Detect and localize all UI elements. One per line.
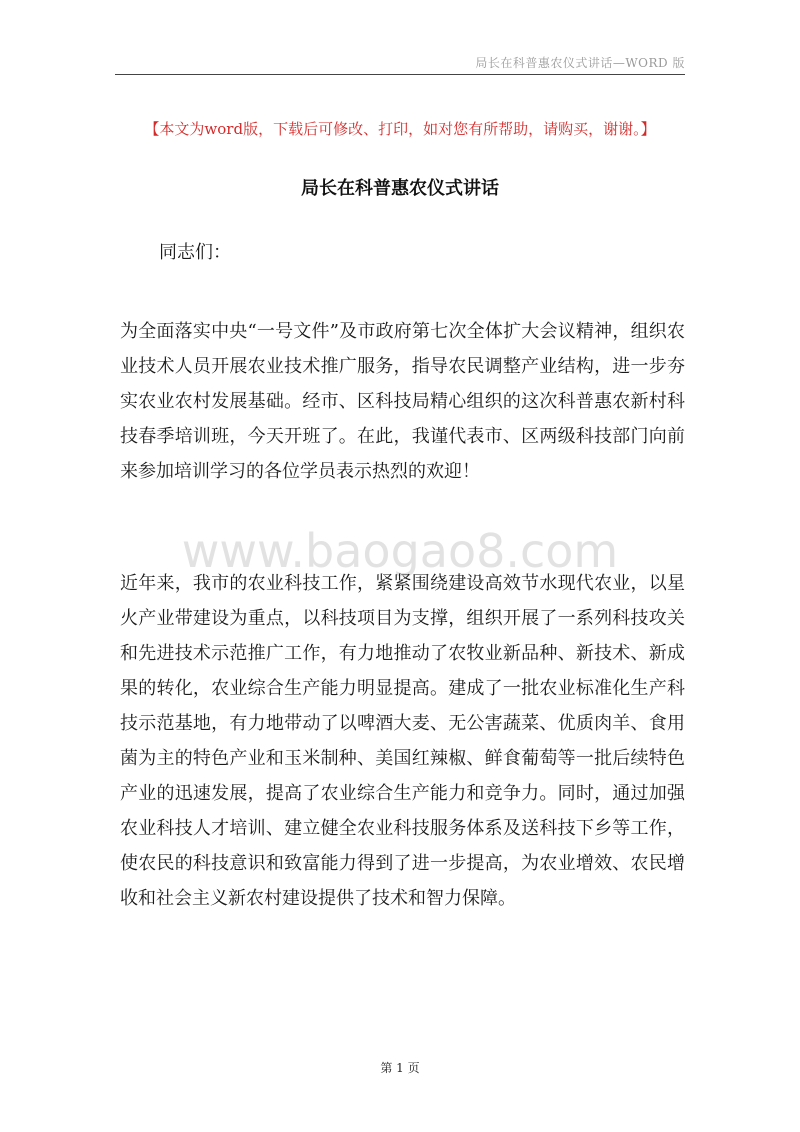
watermark: www.baogao8.com — [181, 524, 619, 578]
paragraph-1: 为全面落实中央“一号文件”及市政府第七次全体扩大会议精神，组织农业技术人员开展农业技术推广服务，指导农民调整产业结构，进一步夯实农业农村发展基础。经市、区科技局精心组织的这次科普惠农新村科技春季培训班，今天开班了。在此，我谨代表市、区两级科技部门向前来参加培训学习的各位学员表示热烈的欢迎！ — [120, 321, 685, 482]
purchase-notice: 【本文为word版，下载后可修改、打印，如对您有所帮助，请购买，谢谢。】 — [144, 120, 656, 138]
running-header: 局长在科普惠农仪式讲话—WORD 版 — [475, 56, 685, 70]
page-number: 第 1 页 — [380, 1061, 420, 1075]
paragraph-2: 近年来，我市的农业科技工作，紧紧围绕建设高效节水现代农业，以星火产业带建设为重点，以科技项目为支撑，组织开展了一系列科技攻关和先进技术示范推广工作，有力地推动了农牧业新品种、新技术、新成果的转化，农业综合生产能力明显提高。建成了一批农业标准化生产科技示范基地，有力地带动了以啤酒大麦、无公害蔬菜、优质肉羊、食用菌为主的特色产业和玉米制种、美国红辣椒、鲜食葡萄等一批后续特色产业的迅速发展，提高了农业综合生产能力和竞争力。同时，通过加强农业科技人才培训、建立健全农业科技服务体系及送科技下乡等工作，使农民的科技意识和致富能力得到了进一步提高，为农业增效、农民增收和社会主义新农村建设提供了技术和智力保障。 — [120, 573, 685, 909]
document-title: 局长在科普惠农仪式讲话 — [301, 178, 499, 199]
header-divider — [115, 74, 685, 75]
salutation: 同志们： — [159, 242, 231, 263]
